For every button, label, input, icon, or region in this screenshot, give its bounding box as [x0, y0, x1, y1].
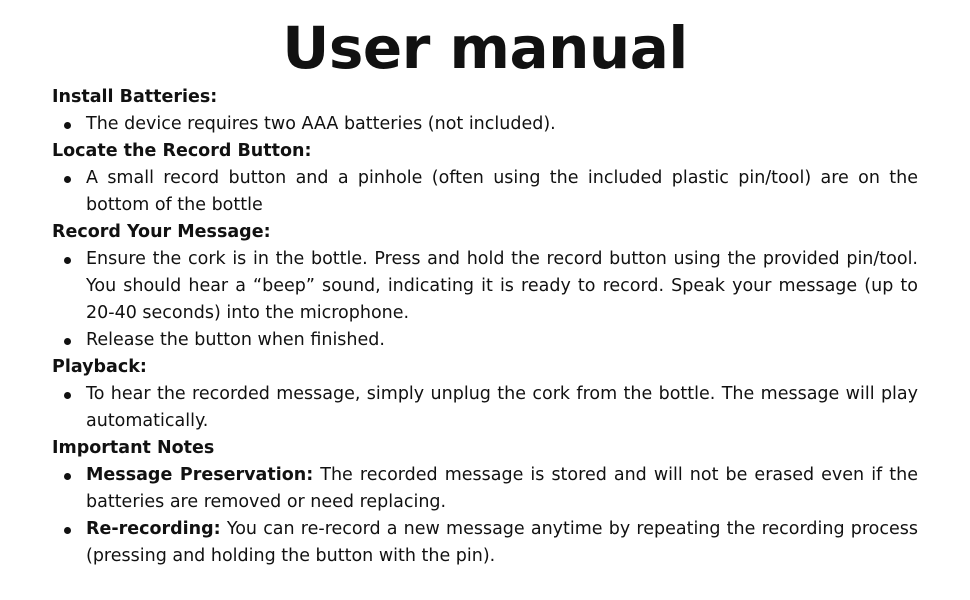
bullet-icon	[64, 122, 71, 129]
section-heading: Install Batteries:	[52, 87, 218, 107]
manual-content	[52, 84, 918, 570]
section-playback	[52, 354, 918, 435]
bullet-icon	[64, 338, 71, 345]
list-item	[86, 111, 918, 138]
item-text: Ensure the cork is in the bottle. Press and hold the record button using the provided pin/tool. You should hear a “beep” sound, indicating it is ready to record. Speak your message (up to 20-40 seconds) into the microphone.	[86, 249, 918, 323]
section-install-batteries	[52, 84, 918, 138]
item-lead: Re-recording:	[86, 519, 221, 539]
list-item	[86, 516, 918, 570]
section-record-message	[52, 219, 918, 354]
list-item	[86, 381, 918, 435]
list-item	[86, 462, 918, 516]
bullet-icon	[64, 527, 71, 534]
bullet-icon	[64, 257, 71, 264]
item-text: Release the button when finished.	[86, 330, 385, 350]
bullet-icon	[64, 473, 71, 480]
item-text: To hear the recorded message, simply unplug the cork from the bottle. The message will play automatically.	[86, 384, 918, 431]
list-item	[86, 246, 918, 327]
item-text: A small record button and a pinhole (often using the included plastic pin/tool) are on the bottom of the bottle	[86, 168, 918, 215]
list-item	[86, 165, 918, 219]
bullet-list	[52, 381, 918, 435]
page-title: User manual	[282, 14, 688, 82]
item-text: You can re-record a new message anytime by repeating the recording process (pressing and holding the button with the pin).	[86, 519, 918, 566]
item-text: The recorded message is stored and will not be erased even if the batteries are removed or need replacing.	[86, 465, 918, 512]
bullet-icon	[64, 392, 71, 399]
bullet-list	[52, 462, 918, 570]
section-locate-record-button	[52, 138, 918, 219]
section-heading: Locate the Record Button:	[52, 141, 312, 161]
item-text: The device requires two AAA batteries (not included).	[86, 114, 556, 134]
section-heading: Record Your Message:	[52, 222, 271, 242]
item-lead: Message Preservation:	[86, 465, 314, 485]
section-important-notes	[52, 435, 918, 570]
section-heading: Important Notes	[52, 438, 215, 458]
bullet-list	[52, 165, 918, 219]
bullet-list	[52, 246, 918, 354]
section-heading: Playback:	[52, 357, 147, 377]
bullet-icon	[64, 176, 71, 183]
bullet-list	[52, 111, 918, 138]
list-item	[86, 327, 918, 354]
